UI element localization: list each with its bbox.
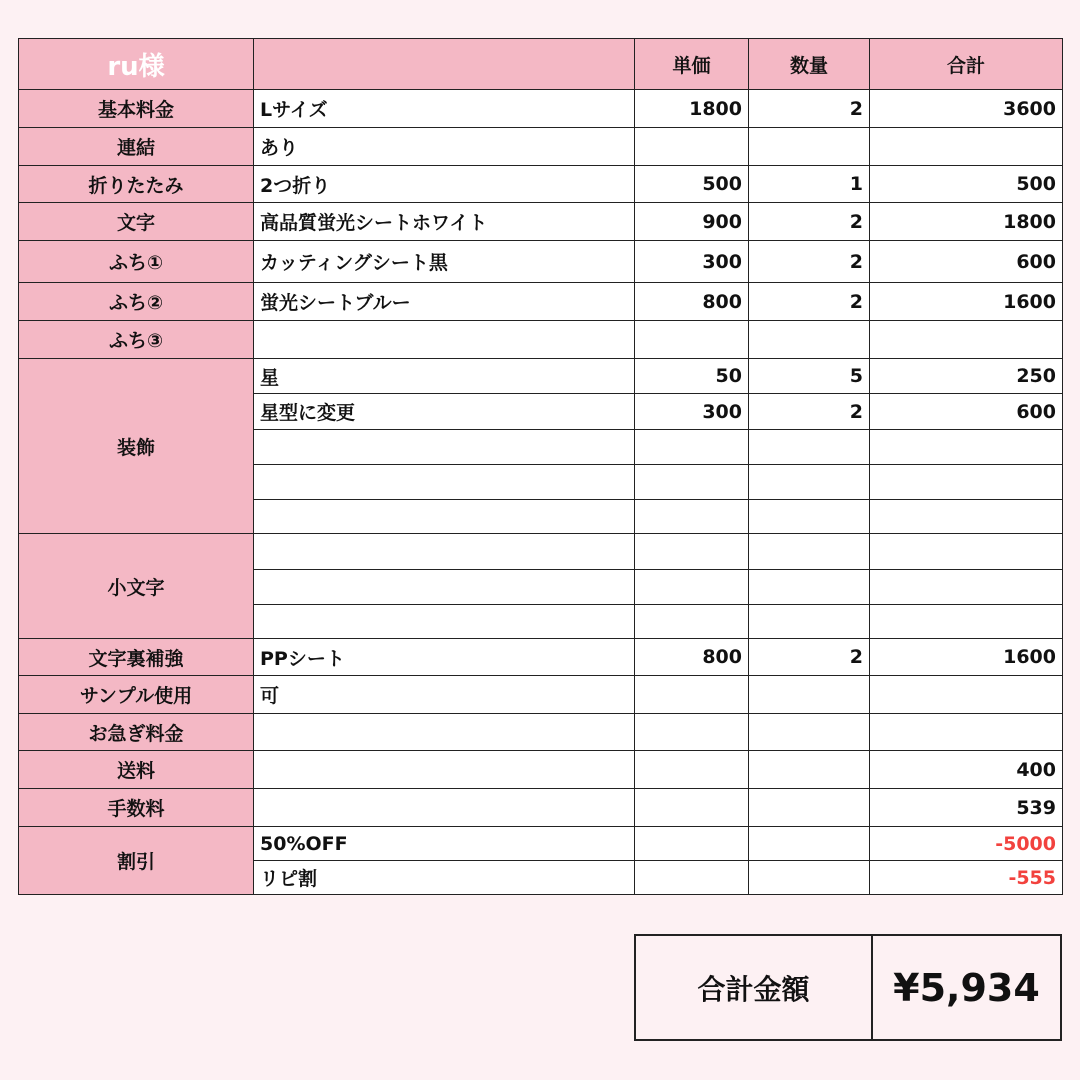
total-cell: 600 [870,394,1063,430]
discount-amount: -5000 [870,827,1063,861]
qty-cell: 2 [749,90,870,128]
price-cell [635,570,749,605]
total-cell: 1600 [870,639,1063,676]
qty-cell: 2 [749,283,870,321]
total-cell [870,430,1063,465]
item-cell: 2つ折り [254,166,635,203]
price-cell [635,789,749,827]
total-cell [870,534,1063,570]
table-row [19,639,1063,676]
total-cell: 250 [870,359,1063,394]
price-cell [635,861,749,895]
qty-cell [749,827,870,861]
category-cell: ふち② [19,283,254,321]
total-cell: 600 [870,241,1063,283]
price-cell: 50 [635,359,749,394]
qty-cell: 2 [749,394,870,430]
qty-cell [749,430,870,465]
total-cell: 539 [870,789,1063,827]
total-cell [870,500,1063,534]
price-cell: 500 [635,166,749,203]
table-row [19,90,1063,128]
item-cell: カッティングシート黒 [254,241,635,283]
price-cell [635,321,749,359]
grand-total-label: 合計金額 [636,936,873,1039]
item-cell: リピ割 [254,861,635,895]
qty-cell [749,789,870,827]
item-cell [254,500,635,534]
table-row [19,128,1063,166]
total-cell [870,676,1063,714]
category-cell: 折りたたみ [19,166,254,203]
price-cell: 800 [635,283,749,321]
item-cell: Lサイズ [254,90,635,128]
qty-cell [749,714,870,751]
total-cell [870,714,1063,751]
qty-cell [749,861,870,895]
qty-cell [749,751,870,789]
grand-total-value: ¥5,934 [893,965,1040,1010]
price-cell [635,534,749,570]
header-row [19,39,1063,90]
item-cell: 可 [254,676,635,714]
discount-amount: -555 [870,861,1063,895]
category-cell: サンプル使用 [19,676,254,714]
item-cell [254,789,635,827]
header-quantity: 数量 [749,39,870,90]
qty-cell [749,500,870,534]
table-row [19,751,1063,789]
item-cell: 星 [254,359,635,394]
table-row [19,321,1063,359]
item-cell [254,430,635,465]
category-cell: 手数料 [19,789,254,827]
qty-cell [749,676,870,714]
price-cell: 800 [635,639,749,676]
item-cell [254,570,635,605]
qty-cell: 2 [749,241,870,283]
header-subtotal: 合計 [870,39,1063,90]
qty-cell: 1 [749,166,870,203]
qty-cell [749,605,870,639]
price-cell: 900 [635,203,749,241]
price-cell [635,676,749,714]
item-cell [254,714,635,751]
price-cell [635,714,749,751]
item-cell: あり [254,128,635,166]
total-cell: 500 [870,166,1063,203]
total-cell: 1600 [870,283,1063,321]
category-cell: 送料 [19,751,254,789]
header-unit-price: 単価 [635,39,749,90]
price-cell [635,751,749,789]
table-row [19,789,1063,827]
total-cell: 400 [870,751,1063,789]
price-cell [635,465,749,500]
item-cell [254,605,635,639]
header-blank [254,39,635,90]
total-cell [870,465,1063,500]
category-cell: 連結 [19,128,254,166]
table-row [19,166,1063,203]
price-cell: 300 [635,394,749,430]
qty-cell [749,534,870,570]
grand-total-box [634,934,1062,1041]
price-cell [635,128,749,166]
item-cell: 蛍光シートブルー [254,283,635,321]
table-row [19,359,1063,394]
customer-name: ru様 [19,39,254,90]
table-row [19,241,1063,283]
qty-cell [749,465,870,500]
total-cell: 1800 [870,203,1063,241]
price-cell [635,605,749,639]
price-cell: 300 [635,241,749,283]
qty-cell: 2 [749,639,870,676]
total-cell: 3600 [870,90,1063,128]
quote-table [18,38,1063,895]
qty-cell [749,570,870,605]
item-cell [254,321,635,359]
category-cell: お急ぎ料金 [19,714,254,751]
item-cell: 50%OFF [254,827,635,861]
table-row [19,827,1063,861]
item-cell: 高品質蛍光シートホワイト [254,203,635,241]
category-cell: ふち① [19,241,254,283]
qty-cell: 5 [749,359,870,394]
total-cell [870,605,1063,639]
price-cell [635,827,749,861]
category-cell: 文字裏補強 [19,639,254,676]
item-cell [254,751,635,789]
price-cell [635,430,749,465]
table-row [19,203,1063,241]
table-row [19,534,1063,570]
price-cell [635,500,749,534]
item-cell [254,534,635,570]
table-row [19,714,1063,751]
qty-cell: 2 [749,203,870,241]
table-row [19,676,1063,714]
total-cell [870,321,1063,359]
category-cell: 小文字 [19,534,254,639]
item-cell: 星型に変更 [254,394,635,430]
qty-cell [749,128,870,166]
category-cell: 基本料金 [19,90,254,128]
table-row [19,283,1063,321]
category-cell: 文字 [19,203,254,241]
item-cell: PPシート [254,639,635,676]
price-cell: 1800 [635,90,749,128]
category-cell: 割引 [19,827,254,895]
total-cell [870,570,1063,605]
category-cell: 装飾 [19,359,254,534]
total-cell [870,128,1063,166]
category-cell: ふち③ [19,321,254,359]
qty-cell [749,321,870,359]
item-cell [254,465,635,500]
